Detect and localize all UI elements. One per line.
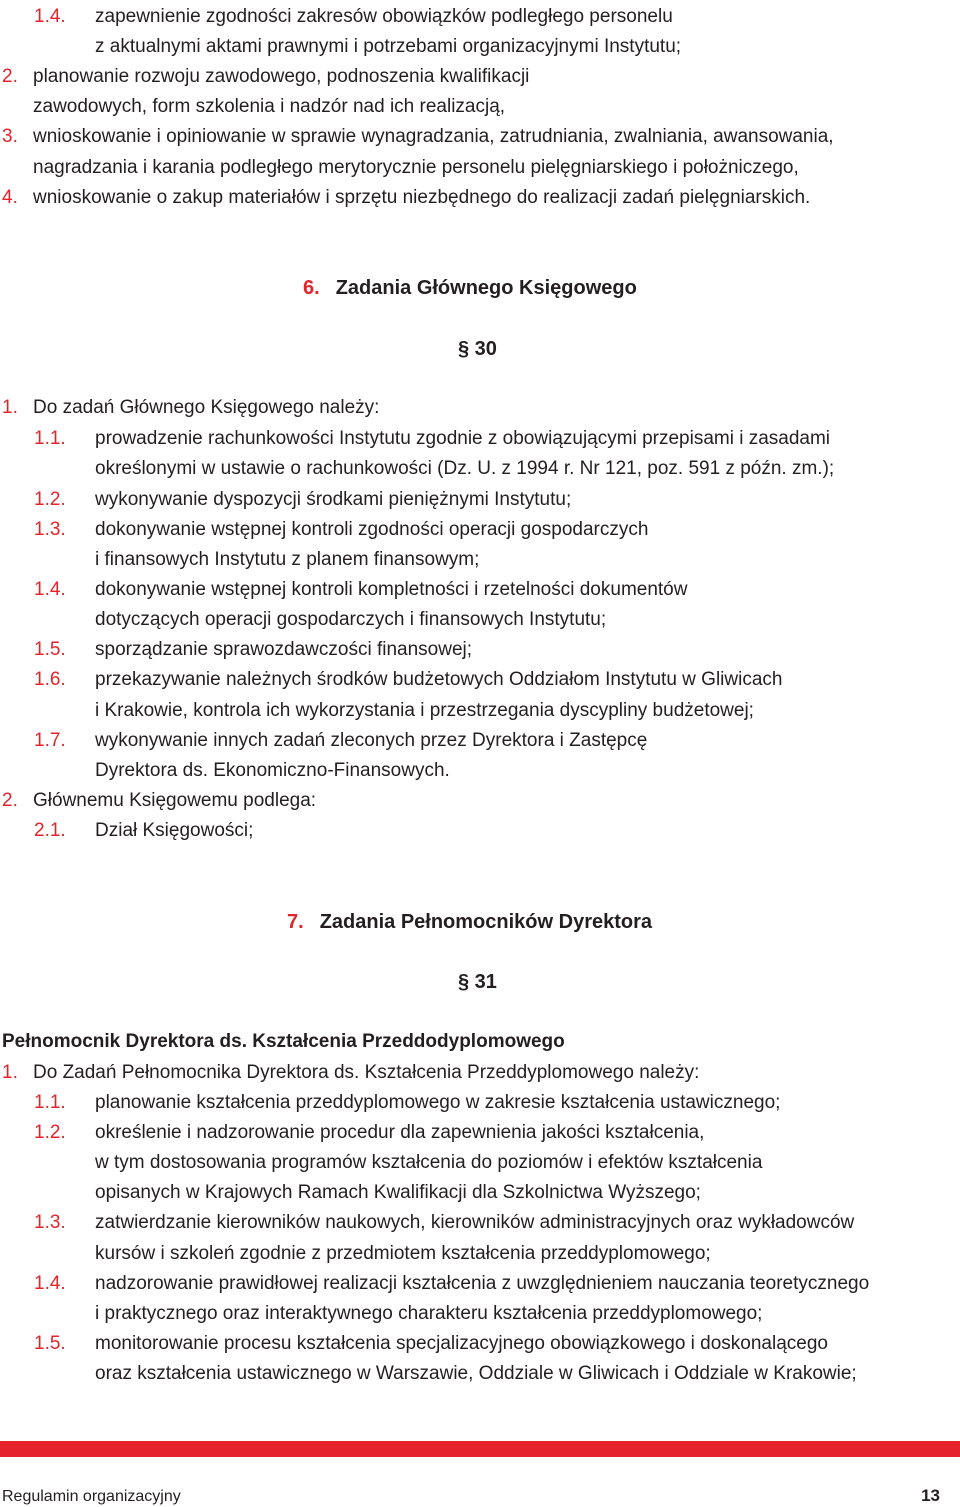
section-heading [287,910,652,934]
list-number: 1.2. [34,1122,66,1143]
list-number: 1.3. [34,1212,66,1233]
list-number: 1.3. [34,519,66,540]
list-number: 2. [2,66,18,87]
list-item-text: i Krakowie, kontrola ich wykorzystania i przestrzegania dyscypliny budżetowej; [95,700,754,721]
list-item-text: wykonywanie innych zadań zleconych przez Dyrektora i Zastępcę [95,730,648,751]
list-number: 2. [2,790,18,811]
list-number: 1.4. [34,6,66,27]
footer-divider [0,1441,960,1457]
list-item-text: i praktycznego oraz interaktywnego charakteru kształcenia przeddyplomowego; [95,1303,763,1324]
list-number: 3. [2,126,18,147]
section-heading [303,276,637,300]
list-number: 1.2. [34,489,66,510]
list-number: 1. [2,1062,18,1083]
list-number: 2.1. [34,820,66,841]
list-number: 1.4. [34,579,66,600]
list-item-text: w tym dostosowania programów kształcenia do poziomów i efektów kształcenia [95,1152,763,1173]
list-item-text: określonymi w ustawie o rachunkowości (Dz. U. z 1994 r. Nr 121, poz. 591 z późn. zm.); [95,458,835,479]
subsection-title: Pełnomocnik Dyrektora ds. Kształcenia Przeddodyplomowego [2,1031,565,1052]
list-item-text: kursów i szkoleń zgodnie z przedmiotem kształcenia przeddyplomowego; [95,1243,711,1264]
list-item-text: wykonywanie dyspozycji środkami pieniężnymi Instytutu; [95,489,572,510]
section-number: 7. [287,911,304,933]
list-item-text: Do Zadań Pełnomocnika Dyrektora ds. Kształcenia Przeddyplomowego należy: [33,1062,700,1083]
list-item-text: monitorowanie procesu kształcenia specjalizacyjnego obowiązkowego i doskonalącego [95,1333,828,1354]
paragraph-mark: § 31 [458,971,497,993]
list-item-text: nadzorowanie prawidłowej realizacji kształcenia z uwzględnieniem nauczania teoretycznego [95,1273,870,1294]
list-item-text: sporządzanie sprawozdawczości finansowej; [95,639,473,660]
list-number: 1.1. [34,428,66,449]
list-number: 1.1. [34,1092,66,1113]
list-number: 1.7. [34,730,66,751]
list-item-text: zawodowych, form szkolenia i nadzór nad ich realizacją, [33,96,506,117]
list-item-text: planowanie rozwoju zawodowego, podnoszenia kwalifikacji [33,66,530,87]
list-item-text: dokonywanie wstępnej kontroli kompletności i rzetelności dokumentów [95,579,688,600]
list-item-text: i finansowych Instytutu z planem finansowym; [95,549,480,570]
list-item-text: wnioskowanie o zakup materiałów i sprzętu niezbędnego do realizacji zadań pielęgniarskich. [33,187,811,208]
list-item-text: nagradzania i karania podległego merytorycznie personelu pielęgniarskiego i położniczego, [33,157,799,178]
list-number: 1.6. [34,669,66,690]
list-item-text: zapewnienie zgodności zakresów obowiązków podległego personelu [95,6,673,27]
list-item-text: opisanych w Krajowych Ramach Kwalifikacji dla Szkolnictwa Wyższego; [95,1182,701,1203]
list-number: 1. [2,397,18,418]
list-number: 4. [2,187,18,208]
list-number: 1.5. [34,1333,66,1354]
section-number: 6. [303,277,320,299]
list-item-text: wnioskowanie i opiniowanie w sprawie wynagradzania, zatrudniania, zwalniania, awansowania, [33,126,834,147]
list-item-text: przekazywanie należnych środków budżetowych Oddziałom Instytutu w Gliwicach [95,669,783,690]
list-item-text: z aktualnymi aktami prawnymi i potrzebami organizacyjnymi Instytutu; [95,36,682,57]
list-item-text: Głównemu Księgowemu podlega: [33,790,317,811]
paragraph-mark: § 30 [458,338,497,360]
section-title: Zadania Pełnomocników Dyrektora [319,911,653,933]
list-item-text: Dyrektora ds. Ekonomiczno-Finansowych. [95,760,450,781]
list-item-text: określenie i nadzorowanie procedur dla zapewnienia jakości kształcenia, [95,1122,705,1143]
list-item-text: oraz kształcenia ustawicznego w Warszawie, Oddziale w Gliwicach i Oddziale w Krakowie; [95,1363,857,1384]
section-title: Zadania Głównego Księgowego [335,277,637,299]
list-item-text: planowanie kształcenia przeddyplomowego w zakresie kształcenia ustawicznego; [95,1092,781,1113]
list-number: 1.5. [34,639,66,660]
list-item-text: zatwierdzanie kierowników naukowych, kierowników administracyjnych oraz wykładowców [95,1212,855,1233]
list-item-text: prowadzenie rachunkowości Instytutu zgodnie z obowiązującymi przepisami i zasadami [95,428,831,449]
list-item-text: dotyczących operacji gospodarczych i finansowych Instytutu; [95,609,607,630]
footer-document-title: Regulamin organizacyjny [2,1488,181,1505]
list-item-text: dokonywanie wstępnej kontroli zgodności operacji gospodarczych [95,519,649,540]
list-number: 1.4. [34,1273,66,1294]
list-item-text: Do zadań Głównego Księgowego należy: [33,397,380,418]
list-item-text: Dział Księgowości; [95,820,254,841]
page-number: 13 [921,1486,940,1505]
